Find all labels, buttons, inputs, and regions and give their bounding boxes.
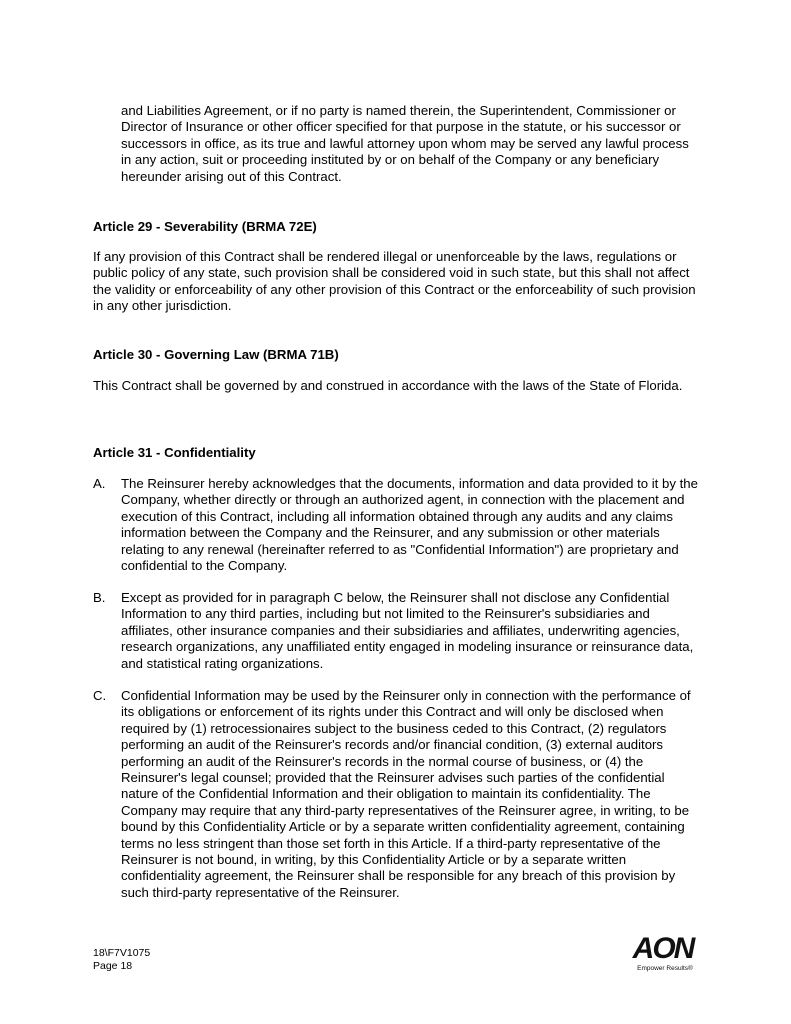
article-29-body: If any provision of this Contract shall be rendered illegal or unenforceable by the laws, regulations or public policy of any state, such provision shall be considered void in such state, but this shall not affect the validity or enforceability of any other provision of this Contract or the enforceability of such provision in any other jurisdiction.	[93, 249, 696, 314]
svg-text:Empower Results®: Empower Results®	[637, 965, 693, 972]
page-number: Page 18	[93, 960, 133, 972]
continuation-paragraph: and Liabilities Agreement, or if no party is named therein, the Superintendent, Commissioner or Director of Insurance or other officer specified for that purpose in the statute, or his successor or successors in office, as its true and lawful attorney upon whom may be served any lawful process in any action, suit or proceeding instituted by or on behalf of the Company or any beneficiary hereunder arising out of this Contract.	[121, 103, 689, 184]
item-text: Confidential Information may be used by the Reinsurer only in connection with the performance of its obligations or enforcement of its rights under this Contract and will only be disclosed when required by (1) retrocessionaires subject to the business ceded to this Contract, (2) regulators performing an audit of the Reinsurer's records and/or financial condition, (3) external auditors performing an audit of the Reinsurer's records in the normal course of business, or (4) the Reinsurer's legal counsel; provided that the Reinsurer advises such parties of the confidential nature of the Confidential Information and their obligation to maintain its confidentiality. The Company may require that any third-party representatives of the Reinsurer agree, in writing, to be bound by this Confidentiality Article or by a separate written confidentiality agreement, containing terms no less stringent than those set forth in this Article. If a third-party representative of the Reinsurer is not bound, in writing, by this Confidentiality Article or by a separate written confidentiality agreement, the Reinsurer shall be responsible for any breach of this provision by such third-party representative of the Reinsurer.	[121, 688, 691, 900]
item-letter: C.	[93, 688, 107, 703]
item-letter: B.	[93, 590, 106, 605]
item-letter: A.	[93, 476, 106, 491]
article-30-heading: Article 30 - Governing Law (BRMA 71B)	[93, 347, 339, 362]
article-30-body: This Contract shall be governed by and construed in accordance with the laws of the State of Florida.	[93, 378, 683, 393]
article-31-heading: Article 31 - Confidentiality	[93, 445, 256, 460]
aon-logo	[623, 927, 703, 973]
article-29-heading: Article 29 - Severability (BRMA 72E)	[93, 219, 317, 234]
item-text: Except as provided for in paragraph C below, the Reinsurer shall not disclose any Confidential Information to any third parties, including but not limited to the Reinsurer's subsidiaries and affiliates, other insurance companies and their subsidiaries and affiliates, underwriting agencies, research organizations, any unaffiliated entity engaged in modeling insurance or reinsurance data, and statistical rating organizations.	[121, 590, 694, 671]
page-footer	[93, 947, 150, 973]
aon-logo-mark	[623, 927, 703, 973]
svg-text:AON: AON	[632, 932, 694, 965]
document-id: 18\F7V1075	[93, 947, 151, 959]
item-text: The Reinsurer hereby acknowledges that the documents, information and data provided to it by the Company, whether directly or through an authorized agent, in connection with the placement and execution of this Contract, including all information obtained through any audits and any claims information between the Company and the Reinsurer, and any submission or other materials relating to any renewal (hereinafter referred to as "Confidential Information") are proprietary and confidential to the Company.	[121, 476, 698, 574]
